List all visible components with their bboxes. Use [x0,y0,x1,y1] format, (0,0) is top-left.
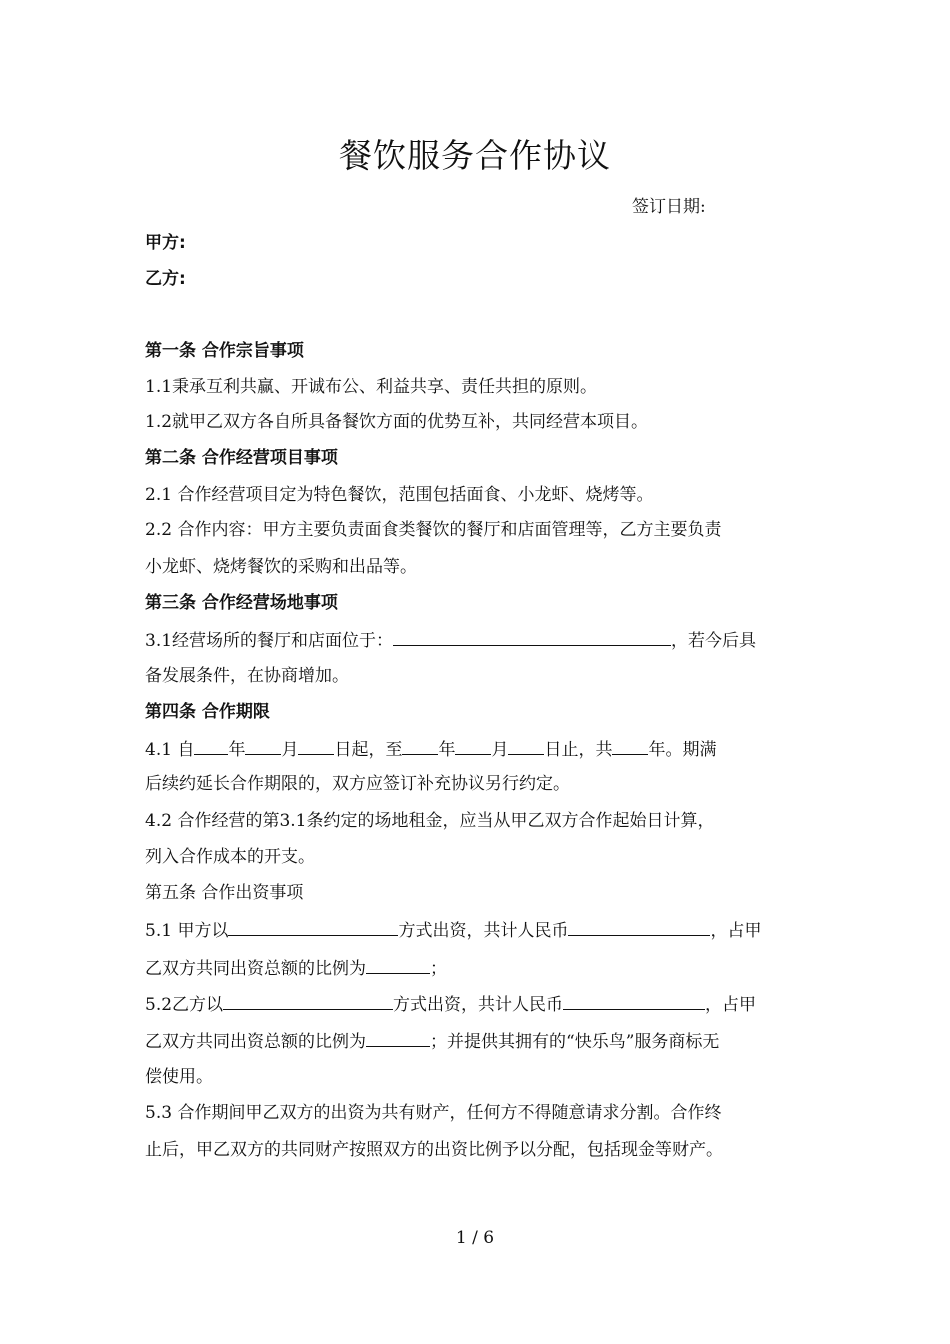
document-title: 餐饮服务合作协议 [339,136,611,175]
clause-4-2-line1: 4.2 合作经营的第3.1条约定的场地租金，应当从甲乙双方合作起始日计算， [145,811,715,831]
clause-4-1-text: 日起，至 [334,740,403,760]
clause-5-2-text: ，占甲 [705,995,757,1015]
article-2-heading: 第二条 合作经营项目事项 [145,448,338,468]
clause-5-3-line1: 5.3 合作期间甲乙双方的出资为共有财产，任何方不得随意请求分割。合作终 [145,1103,722,1123]
clause-5-2-line2 [145,1029,810,1053]
location-blank [393,628,671,646]
clause-1-2: 1.2就甲乙双方各自所具备餐饮方面的优势互补，共同经营本项目。 [145,412,649,432]
clause-5-1-line2 [145,956,810,980]
clause-4-1-text: 年 [438,740,456,760]
party-a-amount-blank [568,918,710,936]
clause-5-1-text: 5.1 甲方以 [145,921,229,941]
clause-4-1-text: 月 [491,740,509,760]
party-a-ratio-blank [366,956,430,974]
clause-5-2-text: 5.2乙方以 [145,995,224,1015]
clause-2-1: 2.1 合作经营项目定为特色餐饮，范围包括面食、小龙虾、烧烤等。 [145,485,654,505]
clause-5-1-text: ，占甲 [710,921,762,941]
clause-3-1-line2: 备发展条件，在协商增加。 [145,666,349,686]
clause-4-1-text: 月 [281,740,299,760]
start-month-blank [245,737,281,755]
clause-5-1-text: 方式出资，共计人民币 [398,921,569,941]
party-b-ratio-blank [366,1029,430,1047]
clause-5-2-text: ；并提供其拥有的“快乐鸟”服务商标无 [430,1032,720,1052]
party-b-amount-blank [563,992,705,1010]
clause-5-2-line3: 偿使用。 [145,1067,213,1087]
clause-5-3-line2: 止后，甲乙双方的共同财产按照双方的出资比例予以分配，包括现金等财产。 [145,1140,723,1160]
clause-5-1-text: 乙双方共同出资总额的比例为 [145,959,366,979]
start-year-blank [194,737,228,755]
clause-5-1-text: ； [430,959,447,979]
clause-4-2-line2: 列入合作成本的开支。 [145,847,315,867]
end-day-blank [508,737,544,755]
clause-5-2-text: 乙双方共同出资总额的比例为 [145,1032,366,1052]
party-b-method-blank [223,992,393,1010]
clause-4-1-line1 [145,737,810,761]
end-month-blank [455,737,491,755]
clause-3-1-text-after: ，若今后具 [671,631,757,651]
article-4-heading: 第四条 合作期限 [145,702,270,722]
sign-date-label: 签订日期: [632,197,706,217]
end-year-blank [402,737,438,755]
article-3-heading: 第三条 合作经营场地事项 [145,593,338,613]
clause-1-1: 1.1秉承互利共赢、开诚布公、利益共享、责任共担的原则。 [145,377,598,397]
clause-4-1-text: 年。期满 [648,740,717,760]
clause-4-1-text: 4.1 自 [145,740,195,760]
article-5-heading: 第五条 合作出资事项 [145,883,304,903]
party-a-method-blank [228,918,398,936]
party-a-label: 甲方: [145,233,186,253]
clause-2-2-line1: 2.2 合作内容：甲方主要负责面食类餐饮的餐厅和店面管理等，乙方主要负责 [145,520,722,540]
article-1-heading: 第一条 合作宗旨事项 [145,341,304,361]
party-b-label: 乙方: [145,269,186,289]
clause-5-1-line1 [145,918,810,942]
clause-2-2-line2: 小龙虾、烧烤餐饮的采购和出品等。 [145,557,417,577]
clause-4-1-line2: 后续约延长合作期限的，双方应签订补充协议另行约定。 [145,774,570,794]
clause-3-1-line1 [145,628,810,652]
clause-4-1-text: 年 [228,740,246,760]
term-years-blank [612,737,648,755]
start-day-blank [298,737,334,755]
clause-5-2-text: 方式出资，共计人民币 [393,995,564,1015]
clause-5-2-line1 [145,992,810,1016]
page-number: 1 / 6 [455,1228,495,1248]
clause-3-1-text: 3.1经营场所的餐厅和店面位于： [145,631,394,651]
clause-4-1-text: 日止，共 [544,740,613,760]
